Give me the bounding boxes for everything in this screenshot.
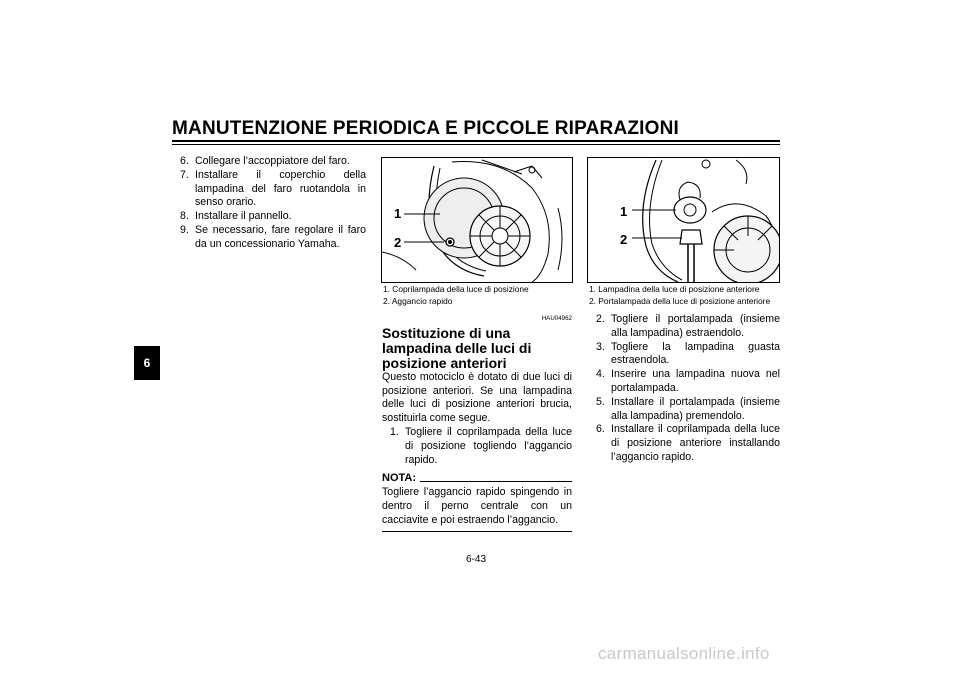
position-light-illustration xyxy=(382,158,572,282)
left-column xyxy=(180,155,366,252)
header-rule xyxy=(172,140,780,142)
figure2-caption-2: 2. Portalampada della luce di posizione anteriore xyxy=(589,295,771,306)
list-item: 7. Installare il coperchio della lampadina del faro ruotandola in senso orario. xyxy=(180,168,366,209)
watermark: carmanualsonline.info xyxy=(598,644,770,663)
figure1-label-1: 1 xyxy=(394,206,402,221)
page-number: 6-43 xyxy=(466,554,487,565)
figure-position-light-cover xyxy=(381,157,573,283)
nota-label: NOTA: xyxy=(382,472,417,485)
list-item: 8. Installare il pannello. xyxy=(180,210,292,223)
chapter-tab xyxy=(134,346,160,380)
middle-steps xyxy=(382,426,572,467)
right-column xyxy=(596,313,780,465)
figure1-caption xyxy=(383,284,573,307)
nota-text: Togliere l’aggancio rapido spingendo in dentro il perno centrale con un cacciavite e poi estraendo l’aggancio. xyxy=(382,486,572,526)
list-item: 5. Installare il portalampada (insieme alla lampadina) premendolo. xyxy=(596,395,780,422)
figure1-caption-1: 1. Coprilampada della luce di posizione xyxy=(383,284,529,294)
nota-end-rule xyxy=(382,531,572,532)
left-steps xyxy=(180,155,366,252)
figure2-caption-1: 1. Lampadina della luce di posizione anteriore xyxy=(589,284,760,294)
page-title: MANUTENZIONE PERIODICA E PICCOLE RIPARAZIONI xyxy=(172,118,680,139)
figure2-label-2: 2 xyxy=(620,232,628,247)
middle-column xyxy=(382,312,572,532)
figure-position-light-bulb xyxy=(587,157,780,283)
nota-box xyxy=(382,472,572,531)
bulb-holder-illustration xyxy=(588,158,779,282)
nota-rule xyxy=(420,481,572,482)
figure2-caption xyxy=(589,284,783,307)
header-rule-thin xyxy=(172,144,780,145)
list-item: 1. Togliere il coprilampada della luce di posizione togliendo l’aggancio rapido. xyxy=(390,425,572,466)
figure2-label-1: 1 xyxy=(620,204,628,219)
list-item: 6. Installare il coprilampada della luce di posizione anteriore installando l’aggancio rapido. xyxy=(596,423,780,463)
section-code: HAU04962 xyxy=(541,315,572,322)
right-steps xyxy=(596,313,780,465)
chapter-number: 6 xyxy=(143,356,151,370)
list-item: 4. Inserire una lampadina nuova nel portalampada. xyxy=(596,368,780,394)
list-item: 3. Togliere la lampadina guasta estraendola. xyxy=(596,340,780,367)
figure1-caption-2: 2. Aggancio rapido xyxy=(383,295,453,306)
list-item: 2. Togliere il portalampada (insieme alla lampadina) estraendolo. xyxy=(596,313,780,339)
figure1-label-2: 2 xyxy=(394,235,402,250)
list-item: 9. Se necessario, fare regolare il faro da un concessionario Yamaha. xyxy=(180,223,366,250)
section-intro: Questo motociclo è dotato di due luci di posizione anteriori. Se una lampadina delle luci di posizione anteriori brucia, sostituirla come segue. xyxy=(382,370,572,425)
list-item: 6. Collegare l’accoppiatore del faro. xyxy=(180,155,350,167)
section-title: Sostituzione di una lampadina delle luci di posizione anteriori xyxy=(382,324,532,371)
